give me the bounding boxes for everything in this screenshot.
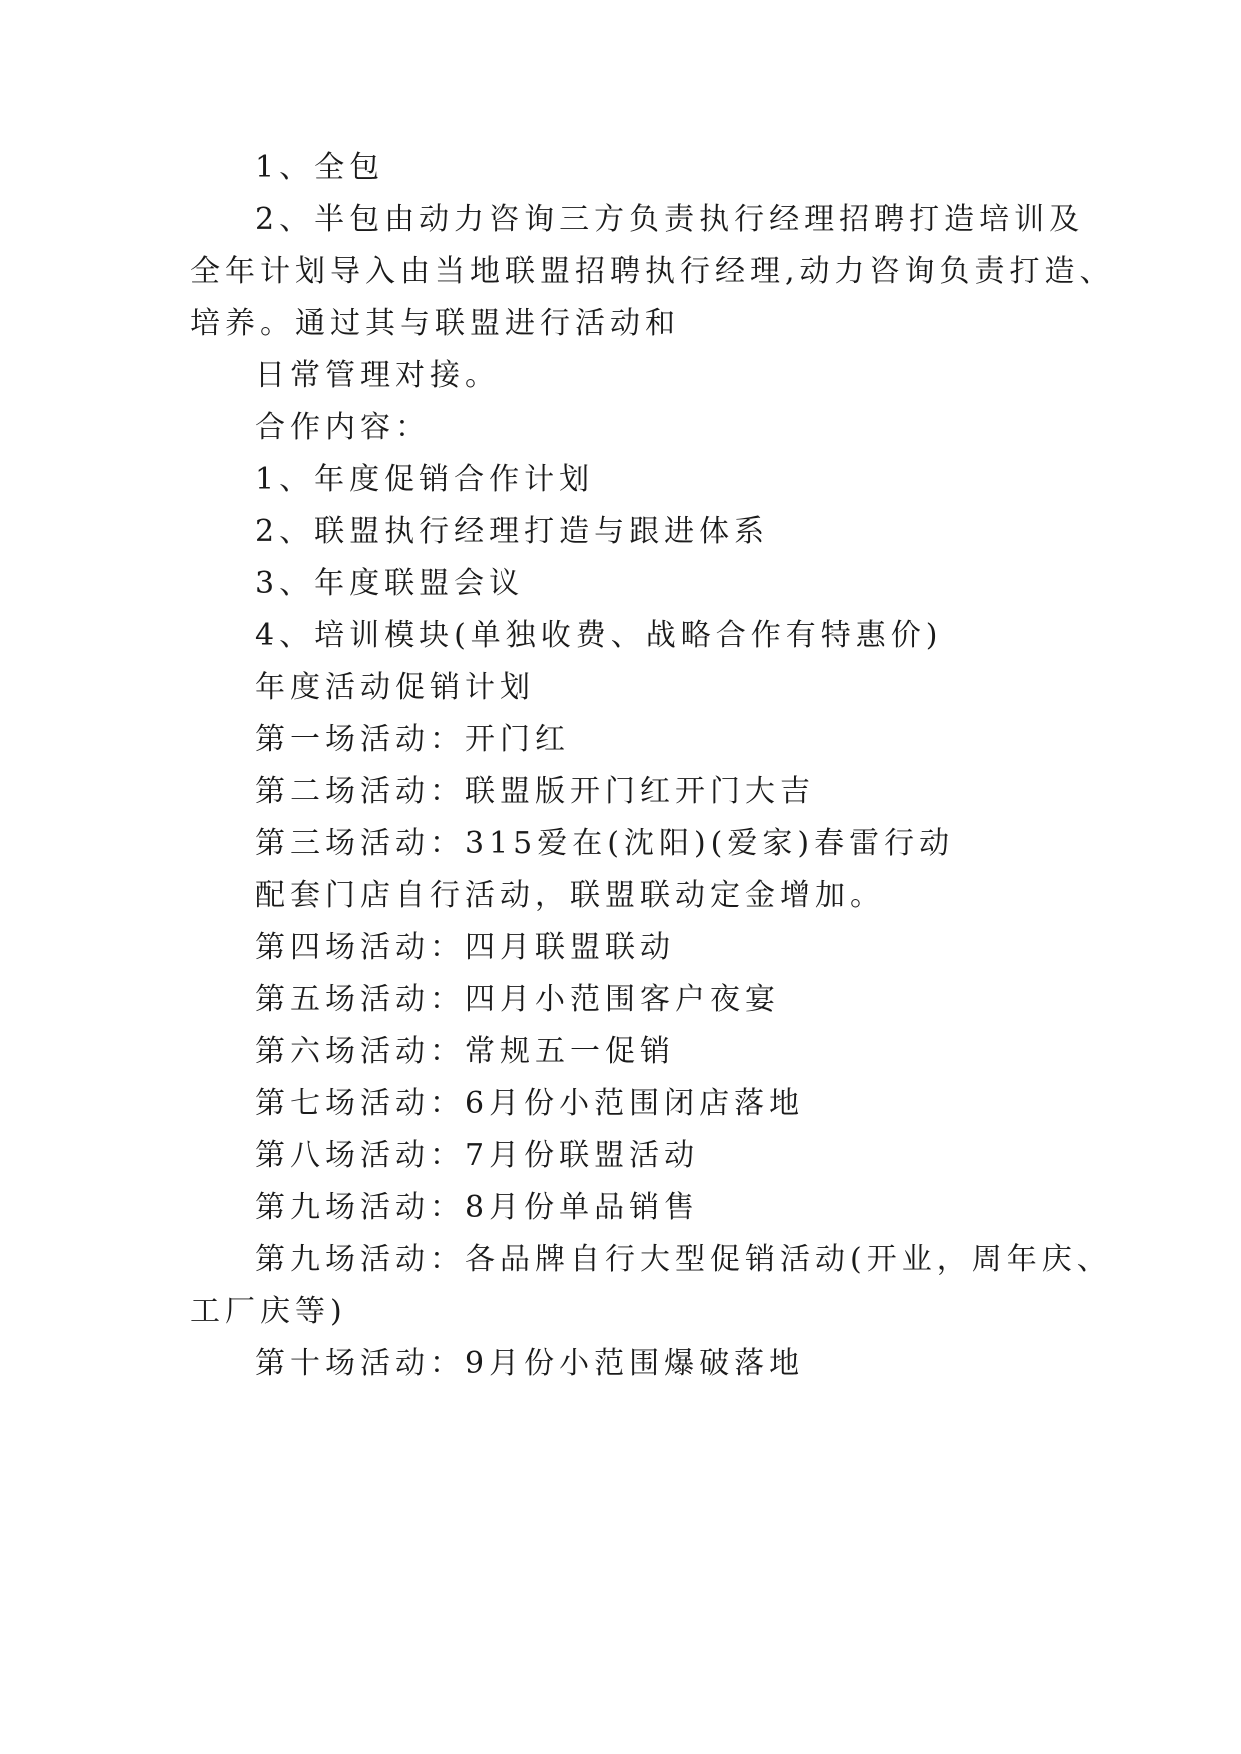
paragraph-line: 配套门店自行活动，联盟联动定金增加。 <box>255 878 885 913</box>
activity-item: 第九场活动：8月份单品销售 <box>255 1190 700 1225</box>
activity-item: 第十场活动：9月份小范围爆破落地 <box>255 1346 805 1381</box>
activity-item: 第七场活动：6月份小范围闭店落地 <box>255 1086 805 1121</box>
activity-item: 第八场活动：7月份联盟活动 <box>255 1138 700 1173</box>
activity-item: 第九场活动：各品牌自行大型促销活动(开业，周年庆、 <box>255 1242 1112 1277</box>
list-item-full-package: 1、全包 <box>255 150 385 185</box>
activity-item: 第四场活动：四月联盟联动 <box>255 930 675 965</box>
paragraph-line: 培养。通过其与联盟进行活动和 <box>190 306 680 341</box>
activity-item: 第三场活动：315爱在(沈阳)(爱家)春雷行动 <box>255 826 955 861</box>
activity-item: 第二场活动：联盟版开门红开门大吉 <box>255 774 815 809</box>
activity-item: 第五场活动：四月小范围客户夜宴 <box>255 982 780 1017</box>
paragraph-line: 工厂庆等) <box>190 1294 347 1329</box>
activity-item: 第六场活动：常规五一促销 <box>255 1034 675 1069</box>
paragraph-line: 日常管理对接。 <box>255 358 500 393</box>
section-heading-cooperation: 合作内容： <box>255 410 430 445</box>
section-heading-annual-plan: 年度活动促销计划 <box>255 670 535 705</box>
list-item: 2、联盟执行经理打造与跟进体系 <box>255 514 770 549</box>
activity-item: 第一场活动：开门红 <box>255 722 570 757</box>
list-item: 3、年度联盟会议 <box>255 566 525 601</box>
list-item: 1、年度促销合作计划 <box>255 462 595 497</box>
list-item: 4、培训模块(单独收费、战略合作有特惠价) <box>255 618 943 653</box>
list-item-half-package: 2、半包由动力咨询三方负责执行经理招聘打造培训及 <box>255 202 1085 237</box>
paragraph-line: 全年计划导入由当地联盟招聘执行经理,动力咨询负责打造、 <box>190 254 1115 289</box>
